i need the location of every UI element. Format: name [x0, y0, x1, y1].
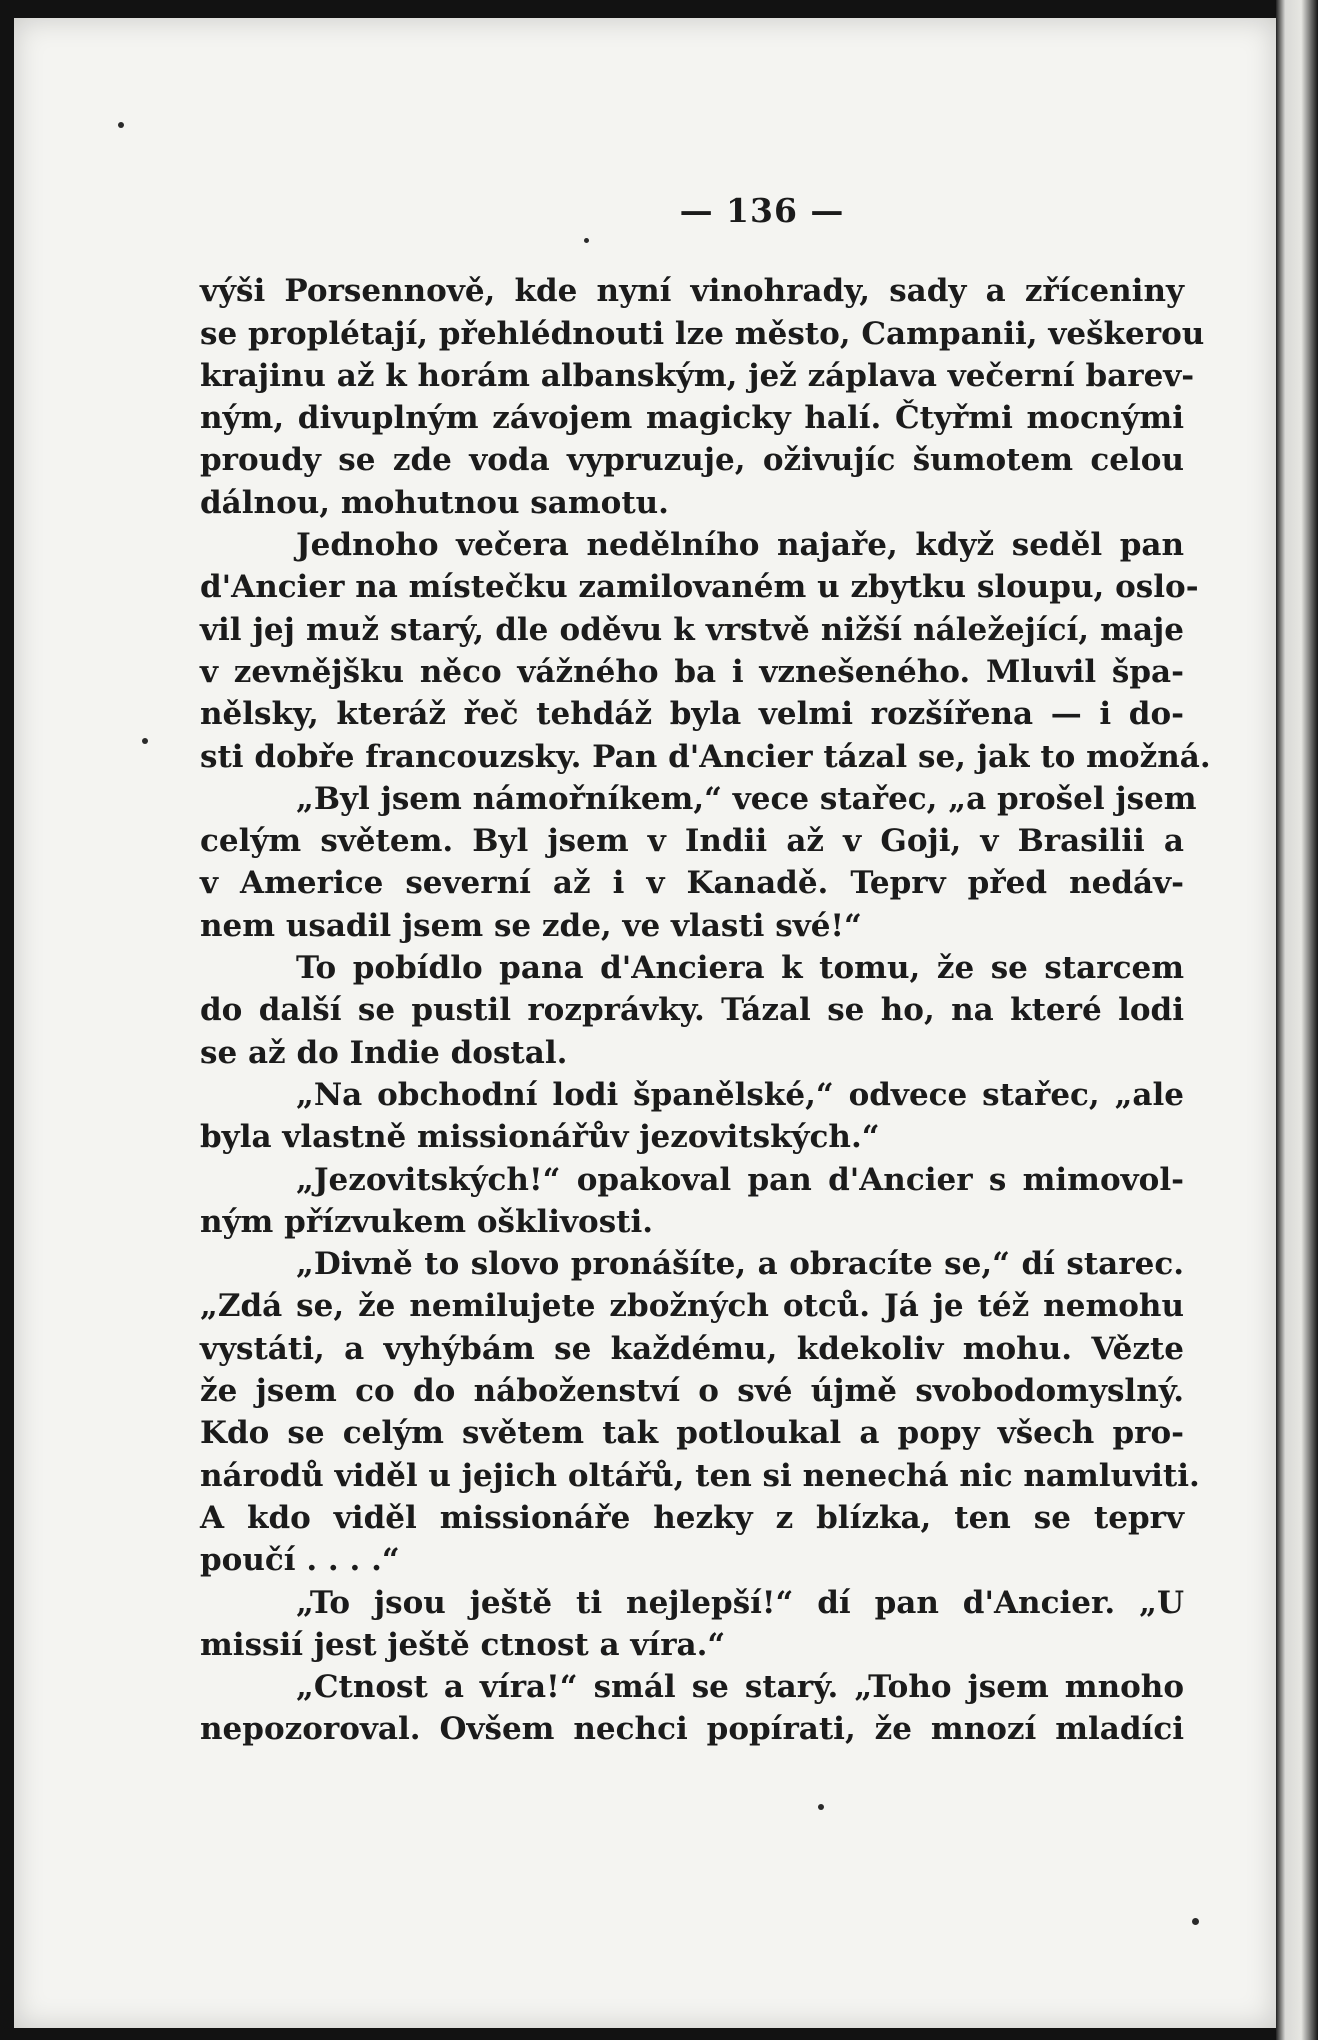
- text-block: [200, 190, 1211, 1751]
- text-line: do další se pustil rozprávky. Tázal se ho, na které lodi: [200, 992, 1184, 1029]
- text-line: poučí . . . .“: [200, 1542, 400, 1579]
- text-line: To pobídlo pana d'Anciera k tomu, že se starcem: [296, 950, 1184, 987]
- text-line: byla vlastně missionářův jezovitských.“: [200, 1119, 880, 1156]
- text-line: v Americe severní až i v Kanadě. Teprv před nedáv-: [200, 865, 1184, 902]
- text-line: se proplétají, přehlédnouti lze město, Campanii, veškerou: [200, 315, 1205, 352]
- text-line: ným, divuplným závojem magicky halí. Čtyřmi mocnými: [200, 400, 1184, 437]
- text-line: „Divně to slovo pronášíte, a obracíte se,“ dí starec.: [296, 1246, 1184, 1283]
- speck: [818, 1804, 824, 1810]
- text-line: „To jsou ještě ti nejlepší!“ dí pan d'Ancier. „U: [296, 1584, 1184, 1621]
- speck: [118, 122, 124, 128]
- text-line: missií jest ještě ctnost a víra.“: [200, 1626, 726, 1663]
- text-line: Jednoho večera nedělního najaře, když seděl pan: [296, 527, 1184, 564]
- text-line: v zevnějšku něco vážného ba i vznešeného. Mluvil špa-: [200, 653, 1184, 690]
- text-line: ným přízvukem ošklivosti.: [200, 1203, 654, 1240]
- text-line: že jsem co do náboženství o své újmě svobodomyslný.: [200, 1373, 1184, 1410]
- text-line: vil jej muž starý, dle oděvu k vrstvě nižší náležející, maje: [200, 611, 1184, 648]
- text-line: se až do Indie dostal.: [200, 1034, 568, 1071]
- text-line: A kdo viděl missionáře hezky z blízka, ten se teprv: [200, 1499, 1184, 1536]
- text-line: „Byl jsem námořníkem,“ vece stařec, „a prošel jsem: [296, 780, 1197, 817]
- text-line: krajinu až k horám albanským, jež záplava večerní barev-: [200, 357, 1195, 394]
- text-line: výši Porsennově, kde nyní vinohrady, sady a zříceniny: [200, 273, 1184, 310]
- text-line: národů viděl u jejich oltářů, ten si nenechá nic namluviti.: [200, 1457, 1200, 1494]
- text-line: celým světem. Byl jsem v Indii až v Goji, v Brasilii a: [200, 823, 1184, 860]
- next-page-edge: [1276, 0, 1318, 2040]
- text-line: proudy se zde voda vypruzuje, oživujíc šumotem celou: [200, 442, 1184, 479]
- text-line: „Na obchodní lodi španělské,“ odvece stařec, „ale: [296, 1076, 1184, 1113]
- text-line: „Zdá se, že nemilujete zbožných otců. Já je též nemohu: [200, 1288, 1184, 1325]
- text-line: d'Ancier na místečku zamilovaném u zbytku sloupu, oslo-: [200, 569, 1199, 606]
- text-line: sti dobře francouzsky. Pan d'Ancier tázal se, jak to možná.: [200, 738, 1211, 775]
- speck: [142, 738, 148, 744]
- text-line: nem usadil jsem se zde, ve vlasti své!“: [200, 907, 862, 944]
- speck: [1192, 1918, 1199, 1925]
- text-line: nělsky, kteráž řeč tehdáž byla velmi rozšířena — i do-: [200, 696, 1184, 733]
- text-line: „Jezovitských!“ opakoval pan d'Ancier s mimovol-: [296, 1161, 1184, 1198]
- text-line: Kdo se celým světem tak potloukal a popy všech pro-: [200, 1415, 1184, 1452]
- text-line: dálnou, mohutnou samotu.: [200, 484, 669, 521]
- text-line: vystáti, a vyhýbám se každému, kdekoliv mohu. Vězte: [200, 1330, 1184, 1367]
- text-line: nepozoroval. Ovšem nechci popírati, že mnozí mladíci: [200, 1711, 1184, 1748]
- page-number: — 136 —: [679, 191, 845, 230]
- text-line: „Ctnost a víra!“ smál se starý. „Toho jsem mnoho: [296, 1669, 1184, 1706]
